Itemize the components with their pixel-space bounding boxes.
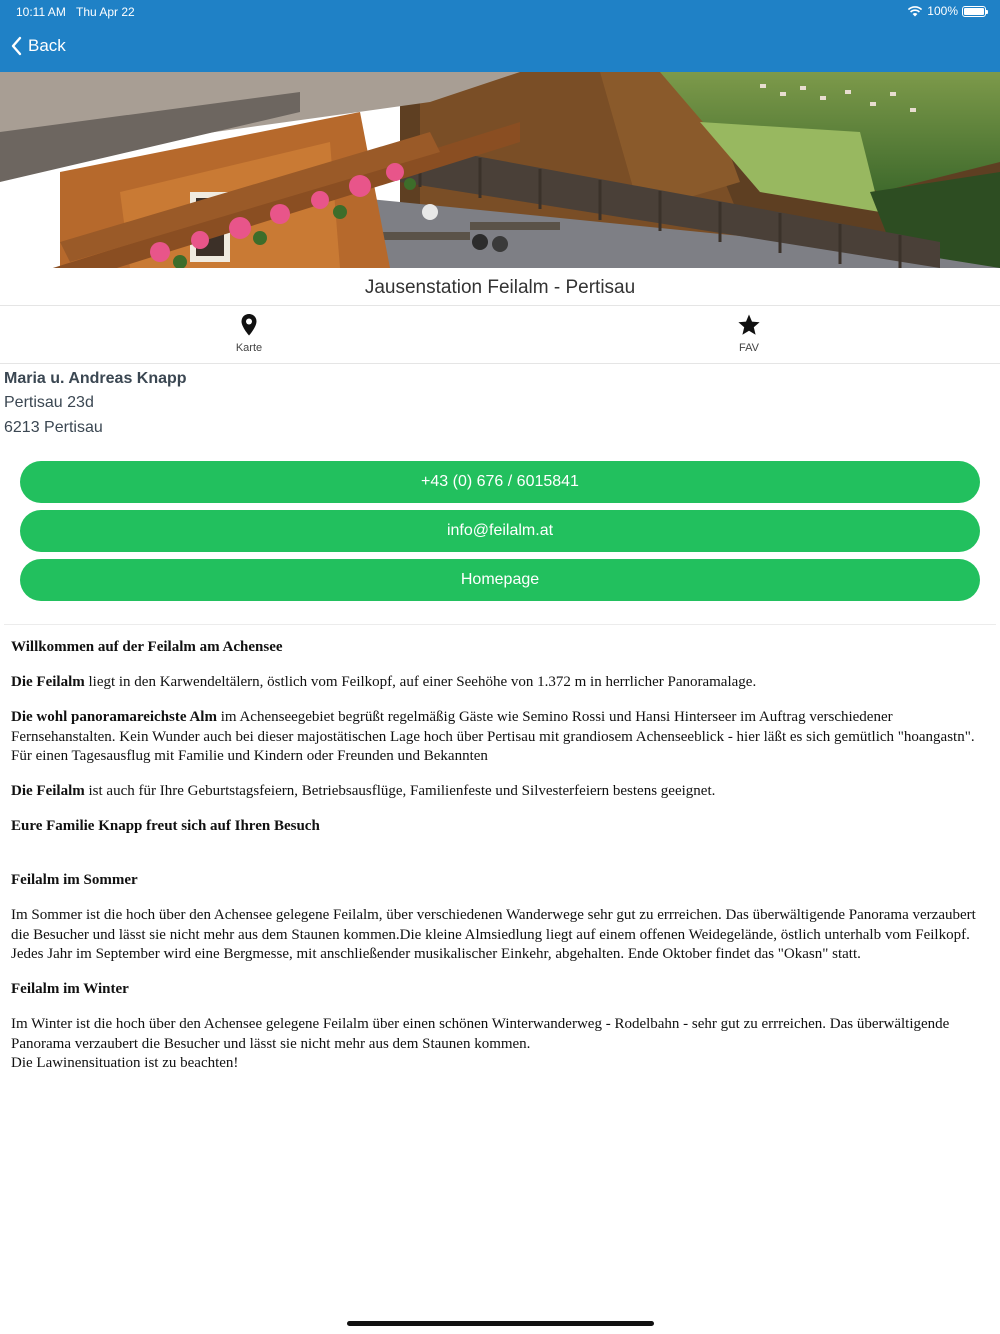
description-bold: Die Feilalm <box>11 783 85 799</box>
contact-info <box>4 368 187 440</box>
divider <box>4 624 996 625</box>
description-text: liegt in den Karwendeltälern, östlich vom Feilkopf, auf einer Seehöhe von 1.372 m in herrlicher Panoramalage. <box>84 674 757 690</box>
description-bold: Die Feilalm <box>11 674 85 690</box>
back-button[interactable] <box>10 36 66 56</box>
map-pin-icon <box>240 312 258 338</box>
description-bold: Die wohl panoramareichste Alm <box>11 709 217 725</box>
star-icon <box>737 312 761 338</box>
battery-fill <box>964 8 984 15</box>
page-title: Jausenstation Feilalm - Pertisau <box>364 277 636 298</box>
map-label: Karte <box>235 342 263 354</box>
chevron-left-icon <box>10 36 22 56</box>
home-indicator[interactable] <box>347 1321 654 1326</box>
status-date: Thu Apr 22 <box>76 5 135 19</box>
winter-text-1: Im Winter ist die hoch über den Achensee gelegene Feilalm über einen schönen Winterwanderweg - Rodelbahn - sehr gut zu errreichen. Das überwältigende Panorama verzaubert die Besucher und lässt sie nicht mehr aus dem Staunen kommen. <box>11 1016 950 1052</box>
battery-percent: 100% <box>927 4 958 18</box>
navigation-bar <box>0 26 1000 72</box>
favorite-button[interactable] <box>709 312 789 354</box>
wifi-icon <box>907 5 923 17</box>
summer-text: Im Sommer ist die hoch über den Achensee gelegene Feilalm, über verschiedenen Wanderwege sehr gut zu errreichen. Das überwältigende Panorama verzaubert die Besucher und lässt sie nicht mehr aus dem Staunen kommen.Die kleine Almsiedlung liegt auf einem offenen Weidegelände, östlich unterhalb vom Feilkopf. Jedes Jahr im September wird eine Bergmesse, mit anschließender musikalischer Einkehr, abgehalten. Ende Oktober findet das "Okasn" statt. <box>11 907 976 962</box>
winter-text <box>11 1015 991 1074</box>
summer-heading: Feilalm im Sommer <box>11 872 138 888</box>
welcome-heading: Willkommen auf der Feilalm am Achensee <box>11 639 283 655</box>
phone-button[interactable]: +43 (0) 676 / 6015841 <box>20 461 980 503</box>
closing-line: Eure Familie Knapp freut sich auf Ihren Besuch <box>11 818 320 834</box>
winter-text-2: Die Lawinensituation ist zu beachten! <box>11 1055 239 1071</box>
action-bar <box>0 306 1000 364</box>
battery-icon <box>962 6 986 17</box>
map-button[interactable] <box>209 312 289 354</box>
description-text: ist auch für Ihre Geburtstagsfeiern, Betriebsausflüge, Familienfeste und Silvesterfeiern bestens geeignet. <box>84 783 716 799</box>
back-label: Back <box>28 36 66 55</box>
status-time: 10:11 AM <box>16 5 66 19</box>
status-bar <box>0 0 1000 26</box>
status-indicators <box>907 4 986 18</box>
hero-image <box>0 72 1000 268</box>
email-button[interactable]: info@feilalm.at <box>20 510 980 552</box>
contact-street: Pertisau 23d <box>4 394 94 411</box>
winter-heading: Feilalm im Winter <box>11 981 129 997</box>
description-text: im Achenseegebiet begrüßt regelmäßig Gäste wie Semino Rossi und Hansi Hinterseer im Auftrag verschiedener Fernsehanstalten. Kein Wunder auch bei dieser majostätischen Lage hoch über Pertisau mit grandiosem Achenseeblick - hier läßt es sich gemütlich "hoangastn". Für einen Tagesausflug mit Familie und Kindern oder Freunden und Bekannten <box>11 709 975 764</box>
description <box>11 638 991 1089</box>
homepage-button[interactable]: Homepage <box>20 559 980 601</box>
favorite-label: FAV <box>739 342 759 354</box>
description-paragraph <box>11 708 991 767</box>
description-paragraph <box>11 673 991 693</box>
title-bar <box>0 268 1000 306</box>
contact-city: 6213 Pertisau <box>4 419 103 436</box>
contact-name: Maria u. Andreas Knapp <box>4 370 187 387</box>
description-paragraph <box>11 782 991 802</box>
